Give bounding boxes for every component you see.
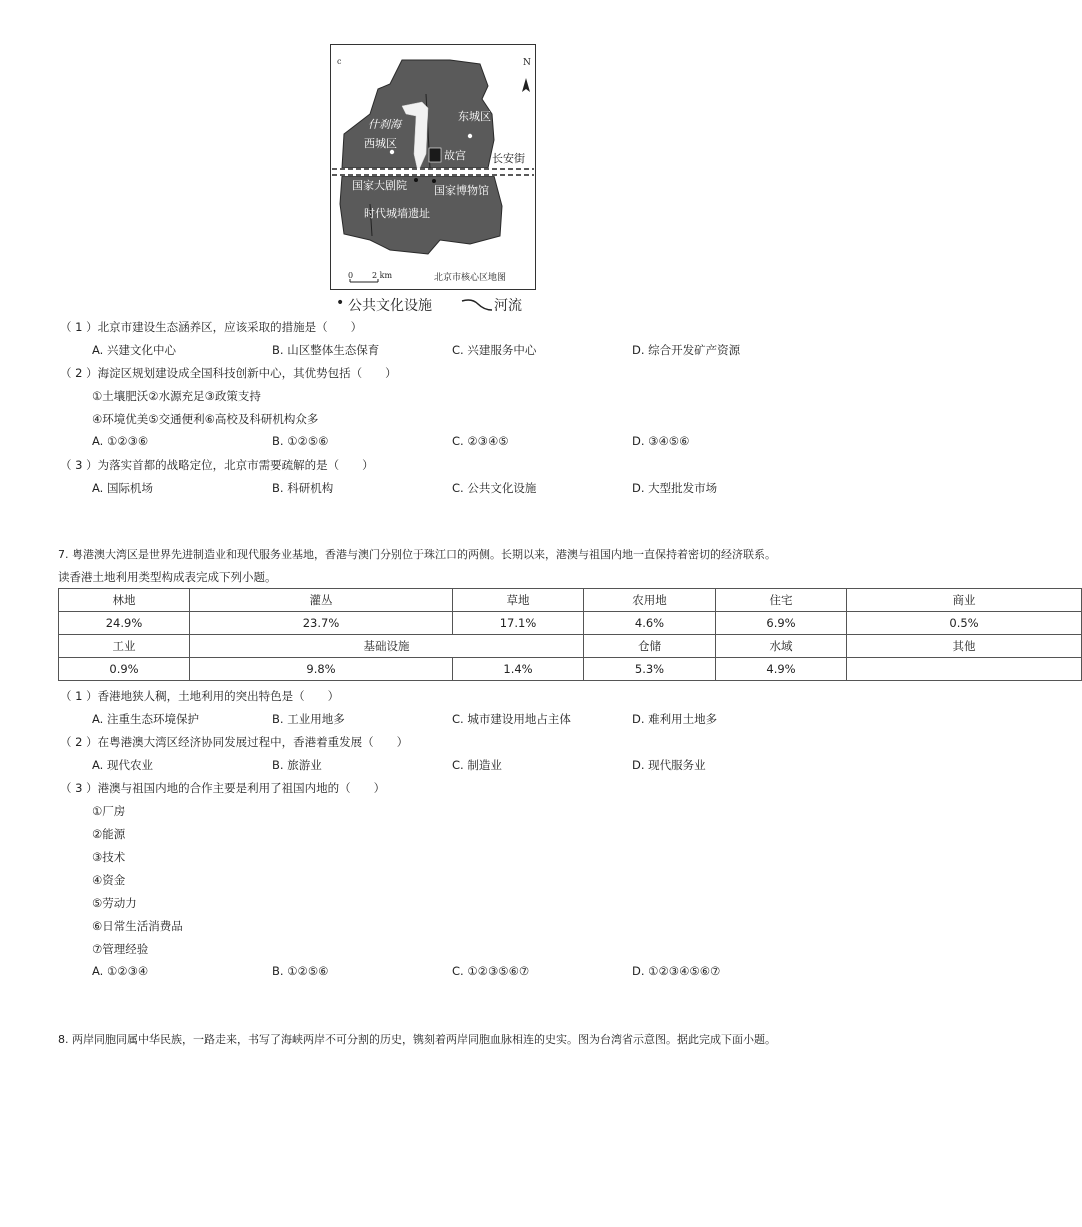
river-line-icon — [460, 298, 494, 312]
q7-sub2-option-a[interactable]: A. 现代农业 — [92, 758, 153, 772]
beijing-core-map — [330, 44, 536, 290]
q7-sub2-option-c[interactable]: C. 制造业 — [452, 758, 502, 772]
q7-intro-line2: 读香港土地利用类型构成表完成下列小题。 — [58, 570, 277, 584]
q6-sub2-choices-line2: ④环境优美⑤交通便利⑥高校及科研机构众多 — [92, 412, 319, 426]
label-changanjie: 长安街 — [492, 152, 525, 165]
q7-sub1-option-a[interactable]: A. 注重生态环境保护 — [92, 712, 199, 726]
table-cell: 灌丛 — [190, 589, 453, 612]
table-cell: 住宅 — [716, 589, 847, 612]
q7-sub3-option-d[interactable]: D. ①②③④⑤⑥⑦ — [632, 964, 721, 978]
map-caption: 北京市核心区地图 — [434, 273, 507, 283]
map-corner-letter: c — [337, 57, 342, 66]
table-cell: 草地 — [453, 589, 584, 612]
q7-sub3-option-a[interactable]: A. ①②③④ — [92, 964, 149, 978]
table-cell — [847, 658, 1082, 681]
label-dongcheng: 东城区 — [458, 110, 491, 123]
dongcheng-dot — [468, 134, 472, 138]
q7-sub2-stem: （ 2 ）在粤港澳大湾区经济协同发展过程中，香港着重发展（ ） — [60, 735, 409, 749]
label-shidaichengshiyizhi: 时代城墙遗址 — [364, 207, 430, 220]
q6-sub3-option-c[interactable]: C. 公共文化设施 — [452, 481, 537, 495]
q6-sub3-option-a[interactable]: A. 国际机场 — [92, 481, 153, 495]
q7-sub1-option-b[interactable]: B. 工业用地多 — [272, 712, 345, 726]
q7-sub3-stem: （ 3 ）港澳与祖国内地的合作主要是利用了祖国内地的（ ） — [60, 781, 386, 795]
q6-sub2-option-d[interactable]: D. ③④⑤⑥ — [632, 434, 690, 448]
q6-sub3-stem: （ 3 ）为落实首都的战略定位，北京市需要疏解的是（ ） — [60, 458, 374, 472]
table-row — [59, 658, 1082, 681]
museum-dot — [432, 179, 436, 183]
q6-sub1-option-d[interactable]: D. 综合开发矿产资源 — [632, 343, 741, 357]
q6-sub2-option-b[interactable]: B. ①②⑤⑥ — [272, 434, 329, 448]
list-item: ④资金 — [92, 873, 126, 887]
table-cell: 24.9% — [59, 612, 190, 635]
list-item: ⑦管理经验 — [92, 942, 149, 956]
facility-dot-icon: • — [336, 295, 345, 311]
table-row — [59, 589, 1082, 612]
table-row — [59, 635, 1082, 658]
svg-text:2 km: 2 km — [372, 271, 393, 280]
q7-sub2-option-d[interactable]: D. 现代服务业 — [632, 758, 706, 772]
q6-sub1-option-a[interactable]: A. 兴建文化中心 — [92, 343, 176, 357]
table-cell: 17.1% — [453, 612, 584, 635]
q6-sub1-stem: （ 1 ）北京市建设生态涵养区，应该采取的措施是（ ） — [60, 320, 363, 334]
list-item: ⑤劳动力 — [92, 896, 137, 910]
list-item: ②能源 — [92, 827, 126, 841]
list-item: ⑥日常生活消费品 — [92, 919, 183, 933]
table-cell: 6.9% — [716, 612, 847, 635]
table-cell: 5.3% — [584, 658, 716, 681]
q6-sub1-option-b[interactable]: B. 山区整体生态保育 — [272, 343, 380, 357]
xicheng-dot — [390, 150, 394, 154]
q6-sub2-option-c[interactable]: C. ②③④⑤ — [452, 434, 509, 448]
table-cell: 0.5% — [847, 612, 1082, 635]
q6-sub3-option-d[interactable]: D. 大型批发市场 — [632, 481, 718, 495]
q7-sub1-option-d[interactable]: D. 难利用土地多 — [632, 712, 718, 726]
table-cell: 商业 — [847, 589, 1082, 612]
table-row — [59, 612, 1082, 635]
q7-sub2-option-b[interactable]: B. 旅游业 — [272, 758, 322, 772]
label-guojiabowuguan: 国家博物馆 — [434, 184, 489, 197]
table-cell: 仓储 — [584, 635, 716, 658]
label-shichahai: 什刹海 — [368, 118, 401, 131]
q7-sub3-option-c[interactable]: C. ①②③⑤⑥⑦ — [452, 964, 530, 978]
table-cell: 4.9% — [716, 658, 847, 681]
table-cell: 工业 — [59, 635, 190, 658]
q7-sub3-option-b[interactable]: B. ①②⑤⑥ — [272, 964, 329, 978]
label-xicheng: 西城区 — [364, 137, 397, 150]
q8-intro: 8. 两岸同胞同属中华民族，一路走来，书写了海峡两岸不可分割的历史，镌刻着两岸同胞血脉相连的史实。图为台湾省示意图。据此完成下面小题。 — [58, 1033, 776, 1046]
table-cell: 农用地 — [584, 589, 716, 612]
q7-sub1-stem: （ 1 ）香港地狭人稠，土地利用的突出特色是（ ） — [60, 689, 340, 703]
q7-intro-line1: 7. 粤港澳大湾区是世界先进制造业和现代服务业基地，香港与澳门分别位于珠江口的两侧。长期以来，港澳与祖国内地一直保持着密切的经济联系。 — [58, 548, 776, 561]
q7-sub1-option-c[interactable]: C. 城市建设用地占主体 — [452, 712, 571, 726]
table-cell: 基础设施 — [190, 635, 584, 658]
list-item: ③技术 — [92, 850, 126, 864]
table-cell: 9.8% — [190, 658, 453, 681]
svg-text:0: 0 — [348, 271, 354, 280]
q6-sub2-stem: （ 2 ）海淀区规划建设成全国科技创新中心，其优势包括（ ） — [60, 366, 397, 380]
q6-sub2-option-a[interactable]: A. ①②③⑥ — [92, 434, 149, 448]
landuse-table — [58, 588, 1082, 681]
label-guojiadajuyuan: 国家大剧院 — [352, 179, 407, 192]
theater-dot — [414, 178, 418, 182]
legend-facility: 公共文化设施 — [348, 298, 432, 314]
q6-sub1-option-c[interactable]: C. 兴建服务中心 — [452, 343, 537, 357]
table-cell: 其他 — [847, 635, 1082, 658]
table-cell: 水域 — [716, 635, 847, 658]
label-gugong: 故宫 — [444, 149, 466, 162]
table-cell: 林地 — [59, 589, 190, 612]
legend-river: 河流 — [494, 298, 522, 314]
svg-text:N: N — [523, 58, 531, 68]
table-cell: 23.7% — [190, 612, 453, 635]
table-cell: 4.6% — [584, 612, 716, 635]
q6-sub2-choices-line1: ①土壤肥沃②水源充足③政策支持 — [92, 389, 261, 403]
table-cell: 0.9% — [59, 658, 190, 681]
list-item: ①厂房 — [92, 804, 126, 818]
table-cell: 1.4% — [453, 658, 584, 681]
q6-sub3-option-b[interactable]: B. 科研机构 — [272, 481, 334, 495]
gugong-marker — [429, 148, 441, 162]
